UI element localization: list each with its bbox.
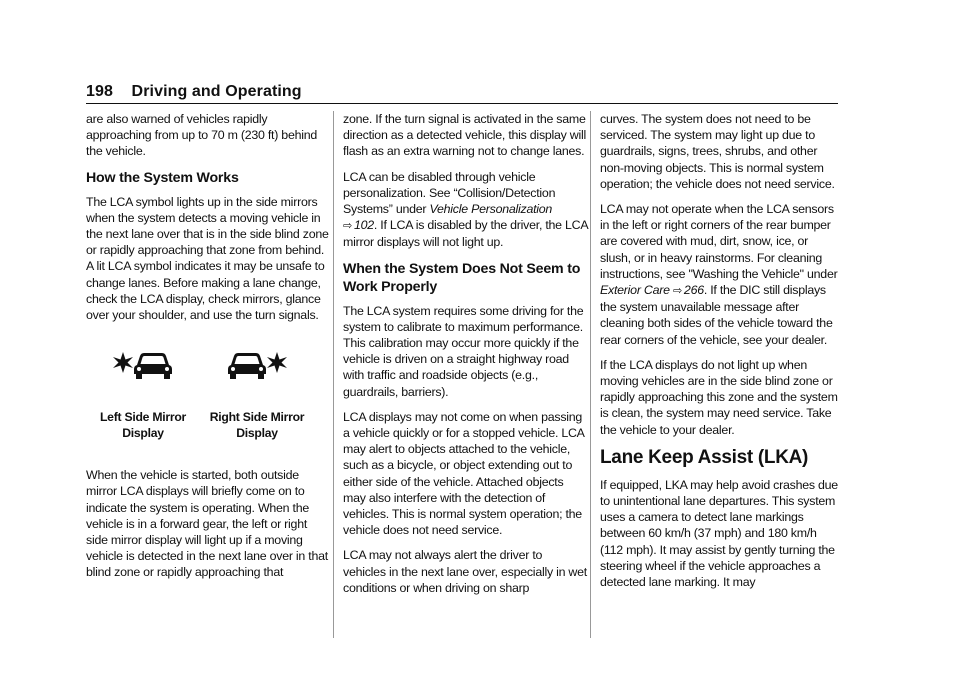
column-1 (86, 111, 331, 590)
lka-paragraph: If equipped, LKA may help avoid crashes due to unintentional lane departures. This system uses a camera to detect lane markings between 60 km/h (37 mph) and 180 km/h (112 mph). It may assist by gently turning the steering wheel if the vehicle approaches a detected lane marking. It may (600, 477, 838, 590)
exterior-care-link[interactable]: Exterior Care (600, 283, 670, 298)
exterior-care-page[interactable]: 266 (683, 283, 704, 298)
curves-paragraph: curves. The system does not need to be serviced. The system may light up due to guardrails, signs, trees, shrubs, and other non-moving objects. This is normal system operation; the vehicle does not need service. (600, 112, 835, 191)
section-title: Driving and Operating (131, 83, 302, 100)
lca-left-mirror-icon (111, 347, 175, 381)
page-ref-arrow-icon: ⇨ (672, 285, 682, 298)
disable-lca-paragraph (343, 169, 588, 251)
sensors-text-a: LCA may not operate when the LCA sensors in the left or right corners of the rear bumper are covered with mud, dirt, snow, ice, or slush, or in heavy rainstorms. For cleaning instructions, see "Washing the Vehicle" under (600, 202, 838, 281)
page-number: 198 (86, 83, 113, 100)
page-header (86, 83, 302, 101)
disable-text-b: . If LCA is disabled by the driver, the LCA mirror displays will not light up. (343, 218, 588, 250)
sensors-text-b: . If the DIC still displays the system unavailable message after cleaning both sides of the vehicle toward the rear corners of the vehicle, see your dealer. (600, 283, 833, 347)
not-light-up-paragraph: If the LCA displays do not light up when moving vehicles are in the side blind zone or rapidly approaching this zone and the system is clean, the system may need service. Take the vehicle to your dealer. (600, 357, 838, 437)
column-divider-1 (333, 111, 334, 638)
heading-how-system-works: How the System Works (86, 169, 239, 186)
left-mirror-caption: Left Side Mirror Display (99, 410, 187, 441)
intro-paragraph: are also warned of vehicles rapidly approaching from up to 70 m (230 ft) behind the vehicle. (86, 112, 318, 159)
lca-right-mirror-icon (225, 347, 289, 381)
right-mirror-figure (202, 337, 312, 441)
vehicle-started-paragraph: When the vehicle is started, both outside mirror LCA displays will briefly come on to indicate the system is operating. When the vehicle is in a forward gear, the left or right side mirror display will light up if a moving vehicle is detected in the next lane over in that blind zone or rapidly approaching that (86, 468, 328, 580)
disable-text-a: LCA can be disabled through vehicle personalization. See “Collision/Detection Systems” under (343, 169, 556, 217)
how-system-works-paragraph: The LCA symbol lights up in the side mirrors when the system detects a moving vehicle in the next lane over that is in the side blind zone or rapidly approaching that zone from behind. A lit LCA symbol indicates it may be unsafe to change lanes. Before making a lane change, check the LCA display, check mirrors, glance over your shoulder, and use the turn signals. (86, 194, 329, 323)
left-mirror-figure (88, 337, 198, 441)
heading-lane-keep-assist: Lane Keep Assist (LKA) (600, 446, 809, 468)
column-divider-2 (590, 111, 591, 638)
vehicle-personalization-page[interactable]: 102 (353, 218, 374, 233)
mirror-display-figure (86, 337, 331, 455)
column-3 (600, 111, 840, 599)
vehicle-personalization-link[interactable]: Vehicle Personalization (429, 202, 553, 217)
may-not-come-on-paragraph: LCA displays may not come on when passing a vehicle quickly or for a stopped vehicle. LCA may alert to objects attached to the vehicle, such as a bicycle, or object extending out to either side of the vehicle. Attached objects may also interfere with the detection of vehicles. This is normal system operation; the vehicle does not need service. (343, 409, 585, 538)
header-rule (86, 103, 838, 104)
calibration-paragraph: The LCA system requires some driving for the system to calibrate to maximum performance. This calibration may occur more quickly if the vehicle is driven on a straight highway road with traffic and roadside objects (e.g., guardrails, barriers). (343, 303, 584, 399)
heading-not-work-properly: When the System Does Not Seem to Work Properly (343, 260, 581, 295)
may-not-alert-paragraph: LCA may not always alert the driver to vehicles in the next lane over, especially in wet conditions or when driving on sharp (343, 548, 587, 595)
right-mirror-caption: Right Side Mirror Display (209, 410, 305, 441)
sensors-paragraph (600, 201, 840, 348)
turn-signal-paragraph: zone. If the turn signal is activated in the same direction as a detected vehicle, this display will flash as an extra warning not to change lanes. (343, 112, 587, 159)
page-ref-arrow-icon: ⇨ (343, 220, 352, 233)
column-2 (343, 111, 588, 605)
